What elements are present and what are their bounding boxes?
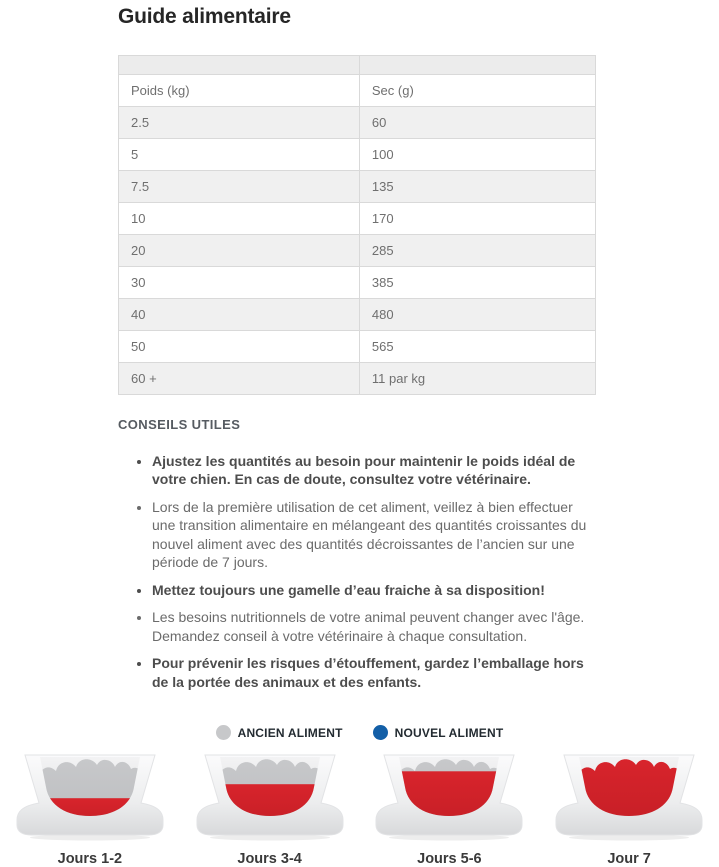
bowl-illustration <box>374 750 524 842</box>
table-band-row <box>119 56 596 75</box>
tip-item: • Ajustez les quantités au besoin pour maintenir le poids idéal de votre chien. En cas de doute, consultez votre vétérinaire. <box>152 452 596 489</box>
bowl-step <box>539 750 719 867</box>
bowl-illustration <box>15 750 165 842</box>
table-cell: 50 <box>119 331 360 363</box>
legend-item-old-food <box>216 725 343 740</box>
table-cell: 7.5 <box>119 171 360 203</box>
table-cell: 10 <box>119 203 360 235</box>
table-cell: 40 <box>119 299 360 331</box>
tips-heading: CONSEILS UTILES <box>118 417 241 432</box>
table-cell <box>119 56 360 75</box>
table-cell: Poids (kg) <box>119 75 360 107</box>
table-cell: 20 <box>119 235 360 267</box>
bowl-label: Jour 7 <box>607 851 651 867</box>
table-row <box>119 203 596 235</box>
table-cell: 385 <box>359 267 595 299</box>
legend-label: ANCIEN ALIMENT <box>237 725 343 740</box>
table-cell: 565 <box>359 331 595 363</box>
bowl-label: Jours 3-4 <box>237 851 302 867</box>
bowl-step <box>360 750 540 867</box>
table-cell: 480 <box>359 299 595 331</box>
old-food-dot-icon <box>216 725 231 740</box>
food-transition-legend <box>0 725 719 740</box>
table-row <box>119 107 596 139</box>
bowl-label: Jours 1-2 <box>57 851 123 867</box>
table-cell <box>359 56 595 75</box>
table-cell: Sec (g) <box>359 75 595 107</box>
table-row <box>119 139 596 171</box>
bowl-step <box>180 750 360 867</box>
feeding-guide-section <box>118 0 596 691</box>
tip-item: • Les besoins nutritionnels de votre animal peuvent changer avec l'âge. Demandez conseil à votre vétérinaire à chaque consultation. <box>152 608 596 645</box>
transition-bowls-row <box>0 750 719 867</box>
feeding-table <box>118 55 596 395</box>
table-cell: 60 + <box>119 363 360 395</box>
tip-item: • Lors de la première utilisation de cet aliment, veillez à bien effectuer une transition alimentaire en mélangeant des quantités croissantes du nouvel aliment avec des quantités décroissantes de l’ancien sur une période de 7 jours. <box>152 498 596 572</box>
table-cell: 100 <box>359 139 595 171</box>
bowl-step <box>0 750 180 867</box>
legend-label: NOUVEL ALIMENT <box>394 725 504 740</box>
legend-item-new-food <box>373 725 504 740</box>
table-header-row <box>119 75 596 107</box>
tips-list <box>118 452 596 691</box>
bowl-label: Jours 5-6 <box>417 851 482 867</box>
table-row <box>119 267 596 299</box>
table-row <box>119 363 596 395</box>
table-cell: 60 <box>359 107 595 139</box>
table-cell: 5 <box>119 139 360 171</box>
bowl-illustration <box>554 750 704 842</box>
table-cell: 285 <box>359 235 595 267</box>
tip-item: • Mettez toujours une gamelle d’eau fraiche à sa disposition! <box>152 581 596 599</box>
table-cell: 2.5 <box>119 107 360 139</box>
table-row <box>119 171 596 203</box>
tip-item: • Pour prévenir les risques d’étouffement, gardez l’emballage hors de la portée des animaux et des enfants. <box>152 654 596 691</box>
new-food-dot-icon <box>373 725 388 740</box>
table-row <box>119 299 596 331</box>
table-cell: 11 par kg <box>359 363 595 395</box>
table-cell: 30 <box>119 267 360 299</box>
page-title: Guide alimentaire <box>118 5 291 28</box>
table-row <box>119 331 596 363</box>
table-row <box>119 235 596 267</box>
bowl-illustration <box>195 750 345 842</box>
table-cell: 170 <box>359 203 595 235</box>
table-cell: 135 <box>359 171 595 203</box>
